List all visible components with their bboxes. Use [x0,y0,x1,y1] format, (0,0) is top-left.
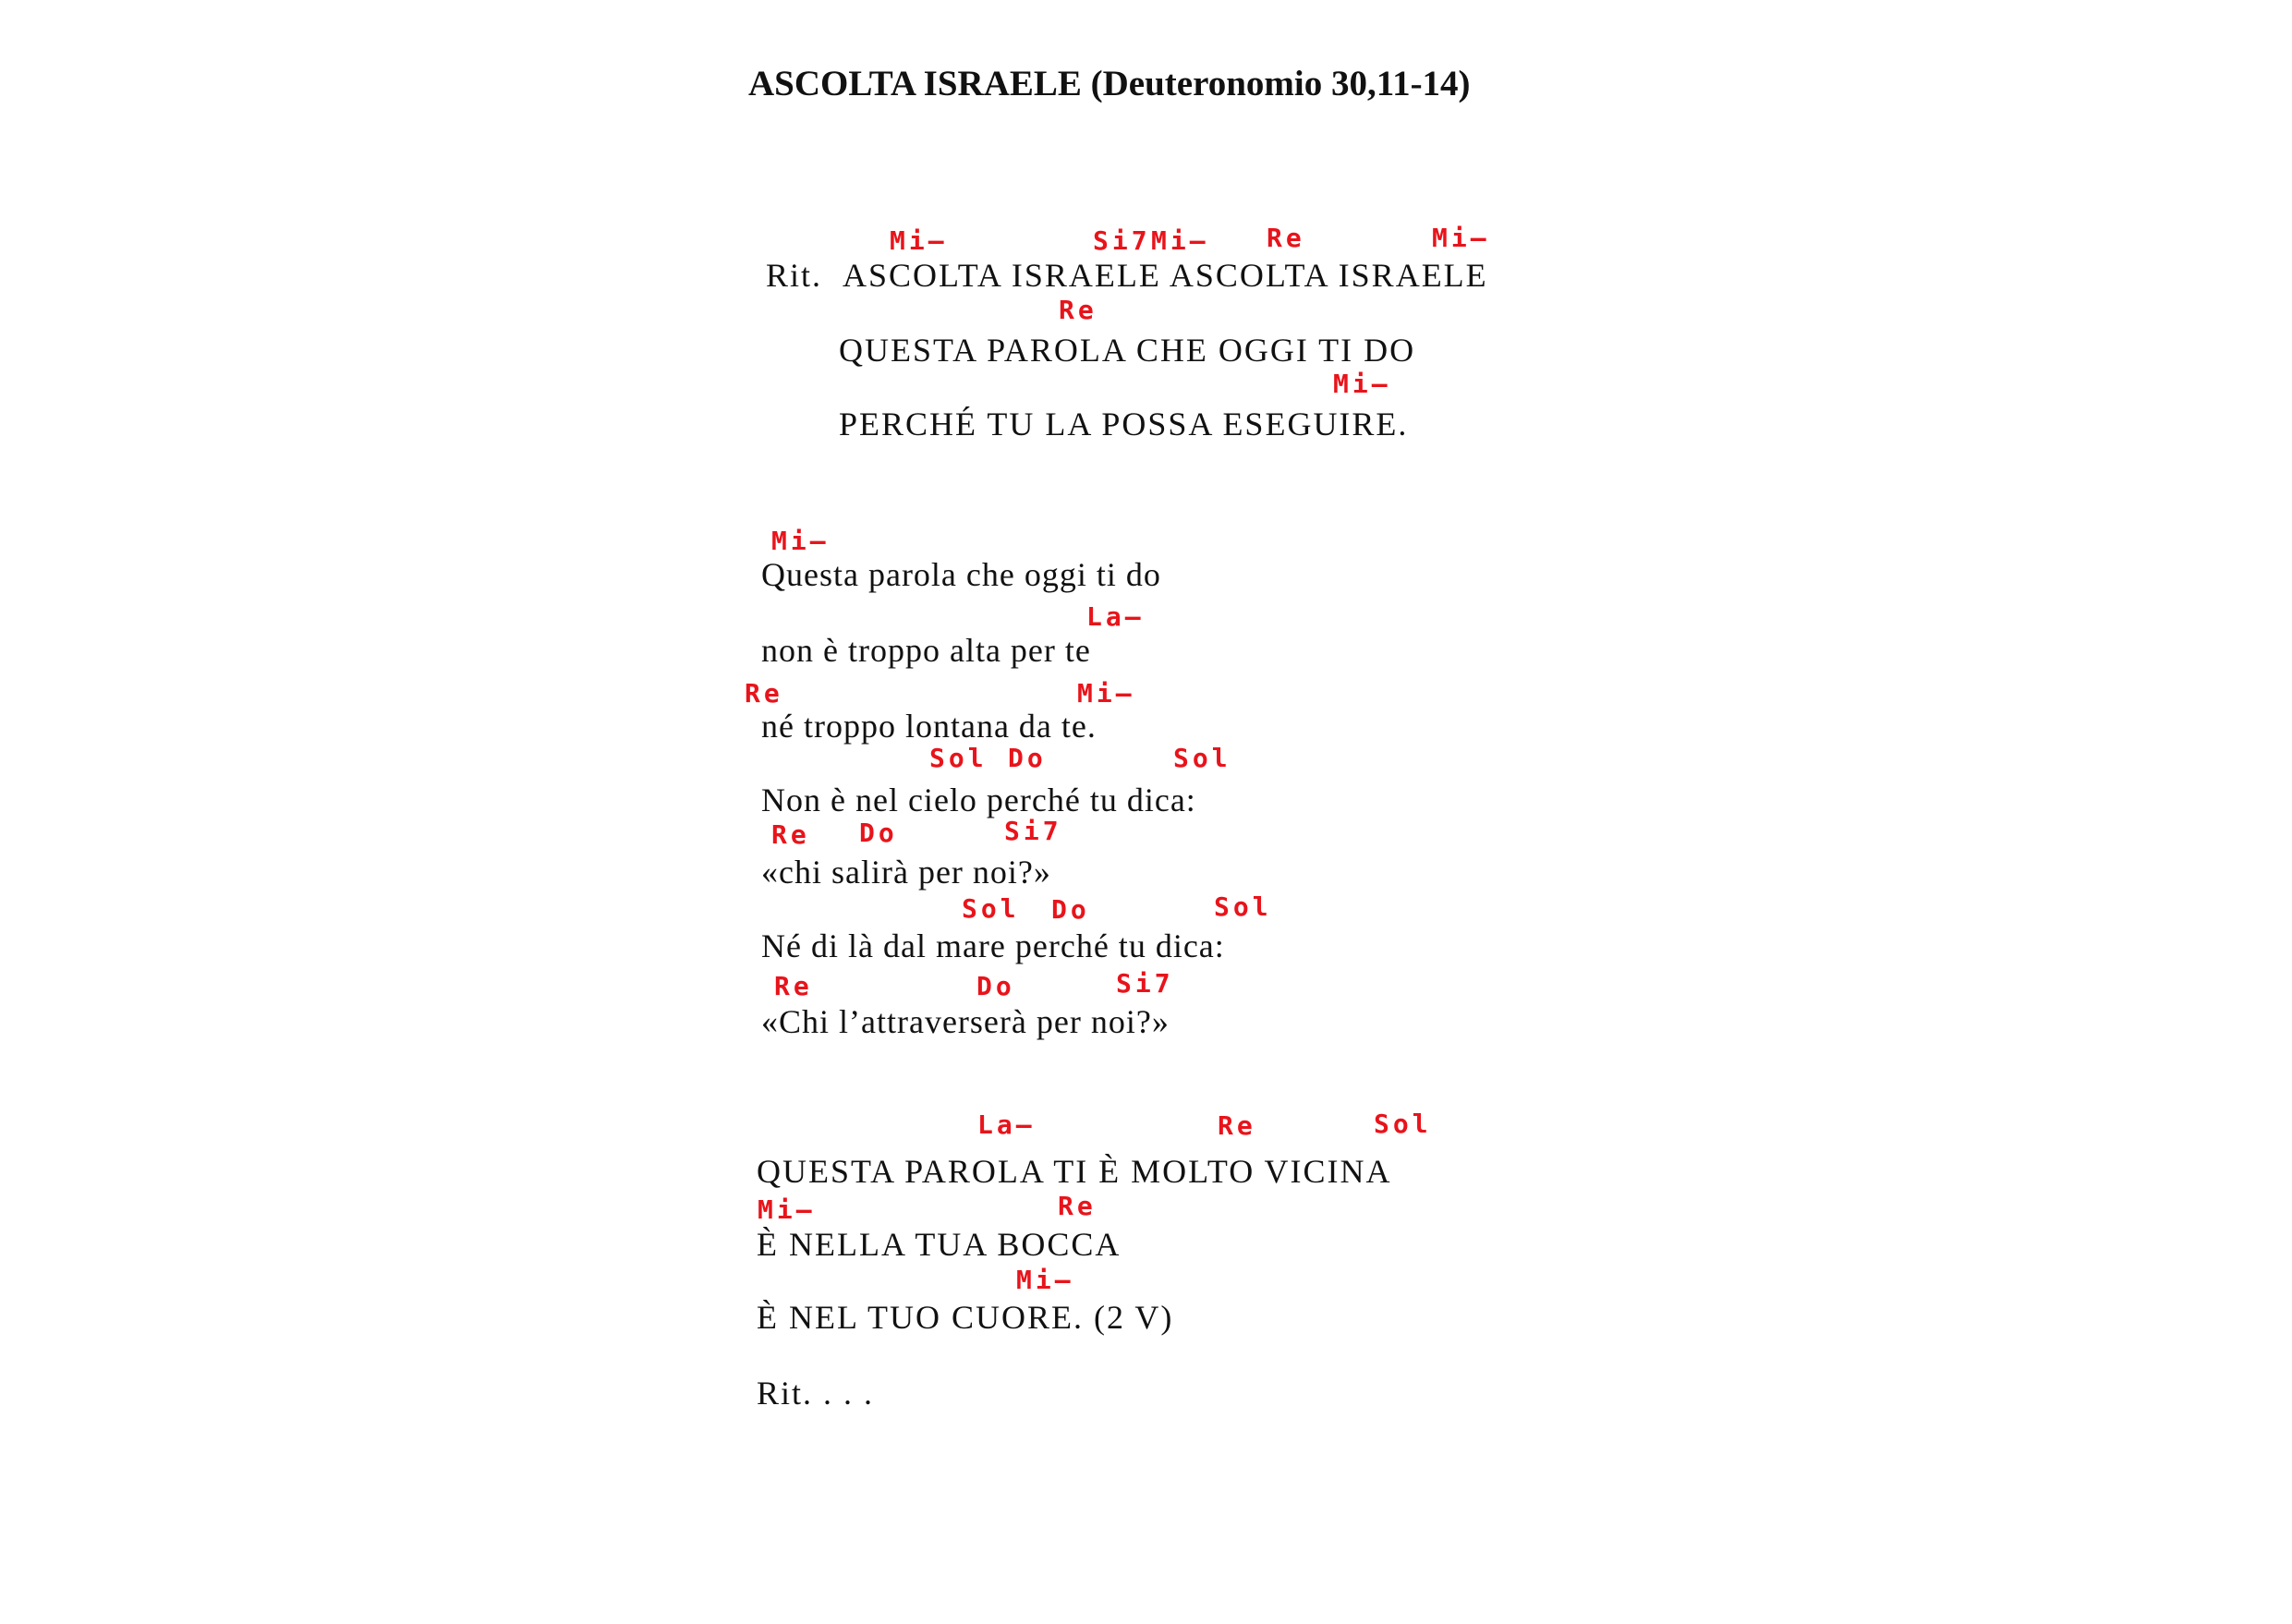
lyric-line: «chi salirà per noi?» [761,854,1051,891]
chord: Mi— [1016,1265,1074,1295]
chord: Mi— [1077,678,1135,709]
lyric-line: QUESTA PAROLA TI È MOLTO VICINA [757,1153,1392,1190]
lyric-line: È NEL TUO CUORE. (2 V) [757,1299,1174,1336]
chord: Mi— [1432,223,1490,253]
chord: Do [1008,743,1047,773]
chord: Mi— [758,1194,816,1225]
chord: Re [774,971,813,1001]
lyric-line: Né di là dal mare perché tu dica: [761,927,1225,964]
chord: Re [1218,1110,1256,1141]
chord: Sol [1214,891,1272,922]
refrain-label: Rit. [766,257,823,294]
chord: Si7 [1116,968,1174,999]
chord: Do [1051,894,1090,925]
chord: La— [1086,601,1145,632]
chord: Mi— [1151,225,1209,256]
song-title: ASCOLTA ISRAELE (Deuteronomio 30,11-14) [748,64,1471,103]
lyric-line: né troppo lontana da te. [761,708,1097,745]
lyric-line: Questa parola che oggi ti do [761,556,1161,593]
chord: Do [976,971,1015,1001]
chord: Si7 [1004,816,1062,846]
chord: Re [745,678,783,709]
lyric-line: QUESTA PAROLA CHE OGGI TI DO [839,332,1416,369]
lyric-line: non è troppo alta per te [761,632,1091,669]
chord: Sol [929,743,988,773]
chord: Re [1059,295,1097,325]
refrain-repeat-note: Rit. . . . [757,1375,875,1412]
chord: Mi— [890,225,948,256]
chord: Sol [1173,743,1231,773]
chord: Do [859,818,898,848]
lyric-line: PERCHÉ TU LA POSSA ESEGUIRE. [839,406,1409,442]
chord: Re [1058,1191,1097,1221]
chord: Mi— [771,526,830,556]
chord: Re [771,819,810,850]
chord: Si7 [1093,225,1151,256]
chord: Sol [962,893,1020,924]
chord: Sol [1374,1109,1432,1139]
chord: Re [1267,223,1305,253]
lyric-line: Non è nel cielo perché tu dica: [761,782,1196,818]
lyric-line: «Chi l’attraverserà per noi?» [761,1003,1170,1040]
lyric-line: È NELLA TUA BOCCA [757,1226,1122,1263]
chord: La— [977,1109,1036,1140]
chord: Mi— [1333,369,1391,399]
lyric-line: ASCOLTA ISRAELE ASCOLTA ISRAELE [843,257,1488,294]
